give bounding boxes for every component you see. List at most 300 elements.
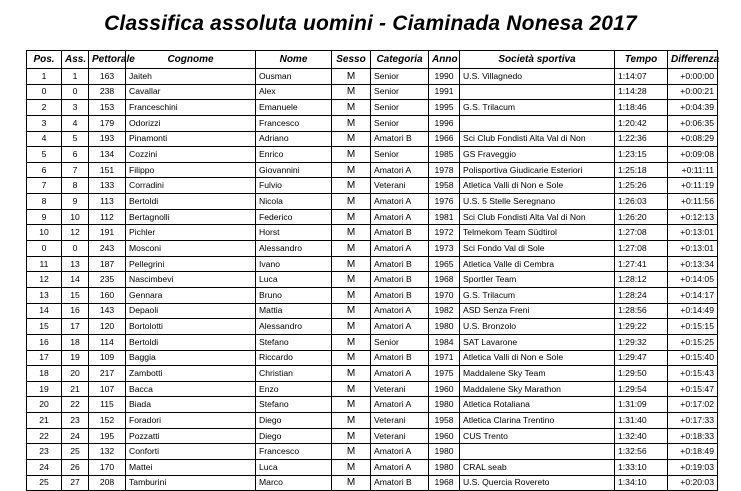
cell-tempo: 1:32:40 xyxy=(615,428,668,444)
cell-pettorale: 114 xyxy=(89,334,126,350)
cell-societa: U.S. 5 Stelle Seregnano xyxy=(460,194,615,210)
cell-differenza: +0:08:29 xyxy=(668,131,718,147)
cell-differenza: +0:12:13 xyxy=(668,209,718,225)
cell-tempo: 1:27:41 xyxy=(615,256,668,272)
page-title: Classifica assoluta uomini - Ciaminada Nonesa 2017 xyxy=(104,12,637,35)
cell-ass: 3 xyxy=(62,100,89,116)
cell-nome: Francesco xyxy=(256,444,332,460)
cell-societa: Maddalene Sky Team xyxy=(460,366,615,382)
cell-tempo: 1:14:28 xyxy=(615,84,668,100)
table-row xyxy=(27,413,718,429)
cell-nome: Federico xyxy=(256,209,332,225)
cell-anno: 1971 xyxy=(429,350,460,366)
cell-pettorale: 133 xyxy=(89,178,126,194)
cell-anno: 1980 xyxy=(429,460,460,476)
table-row xyxy=(27,69,718,85)
cell-pos: 25 xyxy=(27,475,62,491)
cell-societa: CUS Trento xyxy=(460,428,615,444)
cell-tempo: 1:23:15 xyxy=(615,147,668,163)
cell-pos: 18 xyxy=(27,366,62,382)
cell-pettorale: 120 xyxy=(89,319,126,335)
cell-tempo: 1:28:24 xyxy=(615,287,668,303)
cell-pos: 15 xyxy=(27,319,62,335)
cell-pettorale: 109 xyxy=(89,350,126,366)
cell-categoria: Amatori A xyxy=(371,241,429,257)
cell-cognome: Bertagnolli xyxy=(126,209,256,225)
cell-sesso: M xyxy=(332,115,371,131)
cell-differenza: +0:19:03 xyxy=(668,460,718,476)
cell-pos: 5 xyxy=(27,147,62,163)
cell-pos: 11 xyxy=(27,256,62,272)
cell-pettorale: 187 xyxy=(89,256,126,272)
cell-pettorale: 235 xyxy=(89,272,126,288)
cell-nome: Emanuele xyxy=(256,100,332,116)
cell-categoria: Amatori A xyxy=(371,444,429,460)
cell-cognome: Pozzatti xyxy=(126,428,256,444)
header-nome: Nome xyxy=(256,51,332,69)
results-table xyxy=(26,50,718,491)
cell-cognome: Zambotti xyxy=(126,366,256,382)
cell-categoria: Senior xyxy=(371,115,429,131)
cell-pos: 21 xyxy=(27,413,62,429)
cell-nome: Adriano xyxy=(256,131,332,147)
header-pos: Pos. xyxy=(27,51,62,69)
table-row xyxy=(27,381,718,397)
cell-sesso: M xyxy=(332,460,371,476)
cell-tempo: 1:22:36 xyxy=(615,131,668,147)
cell-categoria: Amatori A xyxy=(371,460,429,476)
cell-cognome: Cozzini xyxy=(126,147,256,163)
header-anno: Anno xyxy=(429,51,460,69)
cell-anno: 1965 xyxy=(429,256,460,272)
cell-differenza: +0:15:25 xyxy=(668,334,718,350)
cell-cognome: Tamburini xyxy=(126,475,256,491)
cell-sesso: M xyxy=(332,147,371,163)
cell-categoria: Amatori B xyxy=(371,256,429,272)
cell-categoria: Amatori A xyxy=(371,162,429,178)
cell-ass: 22 xyxy=(62,397,89,413)
table-row xyxy=(27,350,718,366)
cell-anno: 1970 xyxy=(429,287,460,303)
cell-ass: 26 xyxy=(62,460,89,476)
cell-societa: U.S. Bronzolo xyxy=(460,319,615,335)
cell-sesso: M xyxy=(332,366,371,382)
cell-differenza: +0:11:19 xyxy=(668,178,718,194)
table-row xyxy=(27,225,718,241)
cell-ass: 16 xyxy=(62,303,89,319)
cell-pettorale: 112 xyxy=(89,209,126,225)
cell-ass: 12 xyxy=(62,225,89,241)
cell-tempo: 1:31:40 xyxy=(615,413,668,429)
table-row xyxy=(27,178,718,194)
cell-differenza: +0:15:43 xyxy=(668,366,718,382)
cell-categoria: Amatori B xyxy=(371,287,429,303)
cell-nome: Alex xyxy=(256,84,332,100)
cell-pos: 6 xyxy=(27,162,62,178)
cell-societa: Atletica Rotaliana xyxy=(460,397,615,413)
cell-ass: 4 xyxy=(62,115,89,131)
cell-pos: 22 xyxy=(27,428,62,444)
cell-sesso: M xyxy=(332,256,371,272)
cell-anno: 1968 xyxy=(429,272,460,288)
cell-tempo: 1:32:56 xyxy=(615,444,668,460)
cell-ass: 25 xyxy=(62,444,89,460)
cell-differenza: +0:14:17 xyxy=(668,287,718,303)
cell-anno: 1958 xyxy=(429,413,460,429)
cell-nome: Luca xyxy=(256,460,332,476)
cell-pos: 24 xyxy=(27,460,62,476)
cell-pos: 0 xyxy=(27,84,62,100)
cell-nome: Marco xyxy=(256,475,332,491)
cell-pettorale: 217 xyxy=(89,366,126,382)
cell-pos: 14 xyxy=(27,303,62,319)
cell-differenza: +0:11:56 xyxy=(668,194,718,210)
cell-cognome: Bertoldi xyxy=(126,194,256,210)
cell-ass: 15 xyxy=(62,287,89,303)
table-row xyxy=(27,84,718,100)
cell-cognome: Biada xyxy=(126,397,256,413)
cell-anno: 1978 xyxy=(429,162,460,178)
cell-categoria: Amatori A xyxy=(371,303,429,319)
table-row xyxy=(27,475,718,491)
cell-cognome: Franceschini xyxy=(126,100,256,116)
cell-pos: 23 xyxy=(27,444,62,460)
cell-sesso: M xyxy=(332,272,371,288)
cell-differenza: +0:00:21 xyxy=(668,84,718,100)
cell-pettorale: 195 xyxy=(89,428,126,444)
cell-cognome: Gennara xyxy=(126,287,256,303)
cell-sesso: M xyxy=(332,413,371,429)
cell-nome: Diego xyxy=(256,413,332,429)
cell-nome: Fulvio xyxy=(256,178,332,194)
cell-categoria: Amatori B xyxy=(371,131,429,147)
cell-tempo: 1:33:10 xyxy=(615,460,668,476)
cell-categoria: Veterani xyxy=(371,413,429,429)
cell-nome: Enzo xyxy=(256,381,332,397)
cell-differenza: +0:17:02 xyxy=(668,397,718,413)
cell-sesso: M xyxy=(332,209,371,225)
cell-nome: Horst xyxy=(256,225,332,241)
cell-cognome: Pinamonti xyxy=(126,131,256,147)
cell-societa: Telmekom Team Südtirol xyxy=(460,225,615,241)
cell-ass: 9 xyxy=(62,194,89,210)
cell-nome: Riccardo xyxy=(256,350,332,366)
cell-ass: 0 xyxy=(62,84,89,100)
cell-categoria: Veterani xyxy=(371,178,429,194)
cell-anno: 1985 xyxy=(429,147,460,163)
cell-tempo: 1:20:42 xyxy=(615,115,668,131)
cell-societa: CRAL seab xyxy=(460,460,615,476)
cell-societa: U.S. Villagnedo xyxy=(460,69,615,85)
cell-nome: Ousman xyxy=(256,69,332,85)
cell-cognome: Odorizzi xyxy=(126,115,256,131)
cell-cognome: Filippo xyxy=(126,162,256,178)
cell-sesso: M xyxy=(332,162,371,178)
cell-cognome: Depaoli xyxy=(126,303,256,319)
header-societa: Società sportiva xyxy=(460,51,615,69)
cell-sesso: M xyxy=(332,100,371,116)
cell-differenza: +0:14:49 xyxy=(668,303,718,319)
cell-sesso: M xyxy=(332,350,371,366)
cell-anno: 1968 xyxy=(429,475,460,491)
cell-tempo: 1:18:46 xyxy=(615,100,668,116)
cell-sesso: M xyxy=(332,84,371,100)
cell-societa xyxy=(460,84,615,100)
cell-anno: 1976 xyxy=(429,194,460,210)
cell-sesso: M xyxy=(332,287,371,303)
cell-cognome: Cavallar xyxy=(126,84,256,100)
cell-tempo: 1:27:08 xyxy=(615,241,668,257)
table-row xyxy=(27,131,718,147)
cell-differenza: +0:18:33 xyxy=(668,428,718,444)
cell-cognome: Bacca xyxy=(126,381,256,397)
cell-pettorale: 151 xyxy=(89,162,126,178)
cell-societa: Atletica Valle di Cembra xyxy=(460,256,615,272)
cell-categoria: Amatori A xyxy=(371,194,429,210)
cell-pettorale: 113 xyxy=(89,194,126,210)
cell-categoria: Veterani xyxy=(371,381,429,397)
cell-cognome: Bertoldi xyxy=(126,334,256,350)
cell-differenza: +0:17:33 xyxy=(668,413,718,429)
cell-ass: 10 xyxy=(62,209,89,225)
cell-anno: 1990 xyxy=(429,69,460,85)
cell-ass: 20 xyxy=(62,366,89,382)
cell-pos: 9 xyxy=(27,209,62,225)
table-row xyxy=(27,428,718,444)
cell-categoria: Amatori B xyxy=(371,225,429,241)
cell-nome: Christian xyxy=(256,366,332,382)
table-row xyxy=(27,256,718,272)
cell-anno: 1958 xyxy=(429,178,460,194)
cell-sesso: M xyxy=(332,397,371,413)
cell-differenza: +0:13:34 xyxy=(668,256,718,272)
cell-pos: 19 xyxy=(27,381,62,397)
cell-societa: Maddalene Sky Marathon xyxy=(460,381,615,397)
header-differenza: Differenza xyxy=(668,51,718,69)
cell-sesso: M xyxy=(332,241,371,257)
cell-anno: 1972 xyxy=(429,225,460,241)
cell-cognome: Baggia xyxy=(126,350,256,366)
cell-sesso: M xyxy=(332,131,371,147)
cell-anno: 1975 xyxy=(429,366,460,382)
table-row xyxy=(27,272,718,288)
cell-nome: Giovannini xyxy=(256,162,332,178)
header-tempo: Tempo xyxy=(615,51,668,69)
cell-nome: Stefano xyxy=(256,334,332,350)
cell-categoria: Amatori B xyxy=(371,475,429,491)
cell-categoria: Amatori B xyxy=(371,272,429,288)
cell-societa: GS Fraveggio xyxy=(460,147,615,163)
cell-societa: U.S. Quercia Rovereto xyxy=(460,475,615,491)
cell-pettorale: 163 xyxy=(89,69,126,85)
cell-societa: G.S. Trilacum xyxy=(460,287,615,303)
cell-ass: 7 xyxy=(62,162,89,178)
cell-differenza: +0:00:00 xyxy=(668,69,718,85)
table-row xyxy=(27,334,718,350)
cell-pos: 10 xyxy=(27,225,62,241)
cell-tempo: 1:28:56 xyxy=(615,303,668,319)
table-row xyxy=(27,147,718,163)
cell-tempo: 1:14:07 xyxy=(615,69,668,85)
cell-differenza: +0:15:40 xyxy=(668,350,718,366)
cell-pettorale: 170 xyxy=(89,460,126,476)
header-row xyxy=(27,51,718,69)
cell-tempo: 1:27:08 xyxy=(615,225,668,241)
cell-anno: 1973 xyxy=(429,241,460,257)
cell-tempo: 1:34:10 xyxy=(615,475,668,491)
cell-differenza: +0:15:15 xyxy=(668,319,718,335)
cell-ass: 19 xyxy=(62,350,89,366)
cell-anno: 1991 xyxy=(429,84,460,100)
cell-categoria: Amatori A xyxy=(371,366,429,382)
cell-cognome: Mosconi xyxy=(126,241,256,257)
cell-pos: 16 xyxy=(27,334,62,350)
cell-nome: Luca xyxy=(256,272,332,288)
cell-societa: Atletica Valli di Non e Sole xyxy=(460,178,615,194)
cell-societa: Atletica Valli di Non e Sole xyxy=(460,350,615,366)
cell-anno: 1980 xyxy=(429,397,460,413)
table-row xyxy=(27,162,718,178)
cell-sesso: M xyxy=(332,69,371,85)
cell-societa: Polisportiva Giudicarie Esteriori xyxy=(460,162,615,178)
cell-nome: Alessandro xyxy=(256,241,332,257)
cell-sesso: M xyxy=(332,444,371,460)
cell-sesso: M xyxy=(332,334,371,350)
cell-categoria: Amatori A xyxy=(371,319,429,335)
table-row xyxy=(27,287,718,303)
cell-differenza: +0:06:35 xyxy=(668,115,718,131)
cell-ass: 24 xyxy=(62,428,89,444)
cell-differenza: +0:15:47 xyxy=(668,381,718,397)
cell-differenza: +0:14:05 xyxy=(668,272,718,288)
cell-anno: 1960 xyxy=(429,381,460,397)
cell-pettorale: 132 xyxy=(89,444,126,460)
cell-societa: Sci Fondo Val di Sole xyxy=(460,241,615,257)
cell-societa: Sci Club Fondisti Alta Val di Non xyxy=(460,131,615,147)
cell-pettorale: 193 xyxy=(89,131,126,147)
cell-sesso: M xyxy=(332,178,371,194)
cell-pettorale: 243 xyxy=(89,241,126,257)
cell-nome: Francesco xyxy=(256,115,332,131)
results-body xyxy=(27,69,718,491)
cell-pettorale: 153 xyxy=(89,100,126,116)
cell-differenza: +0:04:39 xyxy=(668,100,718,116)
table-row xyxy=(27,444,718,460)
cell-tempo: 1:26:20 xyxy=(615,209,668,225)
cell-ass: 18 xyxy=(62,334,89,350)
cell-pos: 0 xyxy=(27,241,62,257)
table-row xyxy=(27,366,718,382)
cell-nome: Diego xyxy=(256,428,332,444)
header-categoria: Categoria xyxy=(371,51,429,69)
cell-anno: 1981 xyxy=(429,209,460,225)
cell-pettorale: 191 xyxy=(89,225,126,241)
cell-differenza: +0:20:03 xyxy=(668,475,718,491)
cell-differenza: +0:11:11 xyxy=(668,162,718,178)
cell-cognome: Jaiteh xyxy=(126,69,256,85)
cell-categoria: Senior xyxy=(371,334,429,350)
cell-categoria: Amatori A xyxy=(371,397,429,413)
cell-ass: 1 xyxy=(62,69,89,85)
cell-cognome: Pichler xyxy=(126,225,256,241)
cell-anno: 1982 xyxy=(429,303,460,319)
cell-differenza: +0:09:08 xyxy=(668,147,718,163)
cell-cognome: Corradini xyxy=(126,178,256,194)
cell-sesso: M xyxy=(332,381,371,397)
cell-tempo: 1:29:50 xyxy=(615,366,668,382)
cell-societa: Sportler Team xyxy=(460,272,615,288)
cell-ass: 0 xyxy=(62,241,89,257)
cell-tempo: 1:28:12 xyxy=(615,272,668,288)
cell-ass: 8 xyxy=(62,178,89,194)
table-row xyxy=(27,303,718,319)
cell-pos: 12 xyxy=(27,272,62,288)
cell-pos: 3 xyxy=(27,115,62,131)
cell-sesso: M xyxy=(332,194,371,210)
header-ass: Ass. xyxy=(62,51,89,69)
cell-ass: 13 xyxy=(62,256,89,272)
cell-pettorale: 107 xyxy=(89,381,126,397)
cell-societa xyxy=(460,444,615,460)
cell-sesso: M xyxy=(332,475,371,491)
cell-tempo: 1:25:26 xyxy=(615,178,668,194)
cell-anno: 1966 xyxy=(429,131,460,147)
table-row xyxy=(27,460,718,476)
header-cognome: Cognome xyxy=(126,51,256,69)
cell-ass: 21 xyxy=(62,381,89,397)
cell-tempo: 1:29:47 xyxy=(615,350,668,366)
cell-anno: 1960 xyxy=(429,428,460,444)
cell-pos: 4 xyxy=(27,131,62,147)
table-row xyxy=(27,194,718,210)
cell-societa: ASD Senza Freni xyxy=(460,303,615,319)
header-pettorale: Pettorale xyxy=(89,51,126,69)
cell-ass: 5 xyxy=(62,131,89,147)
cell-societa: SAT Lavarone xyxy=(460,334,615,350)
cell-sesso: M xyxy=(332,428,371,444)
cell-nome: Alessandro xyxy=(256,319,332,335)
cell-anno: 1996 xyxy=(429,115,460,131)
cell-pettorale: 238 xyxy=(89,84,126,100)
cell-pettorale: 143 xyxy=(89,303,126,319)
cell-pos: 13 xyxy=(27,287,62,303)
cell-categoria: Senior xyxy=(371,147,429,163)
cell-pettorale: 115 xyxy=(89,397,126,413)
cell-pos: 20 xyxy=(27,397,62,413)
cell-nome: Ivano xyxy=(256,256,332,272)
cell-anno: 1984 xyxy=(429,334,460,350)
cell-ass: 23 xyxy=(62,413,89,429)
cell-categoria: Senior xyxy=(371,100,429,116)
cell-societa: Sci Club Fondisti Alta Val di Non xyxy=(460,209,615,225)
table-row xyxy=(27,319,718,335)
cell-societa xyxy=(460,115,615,131)
cell-pettorale: 179 xyxy=(89,115,126,131)
table-row xyxy=(27,209,718,225)
cell-differenza: +0:18:49 xyxy=(668,444,718,460)
cell-ass: 6 xyxy=(62,147,89,163)
cell-categoria: Amatori A xyxy=(371,209,429,225)
cell-nome: Nicola xyxy=(256,194,332,210)
cell-tempo: 1:29:22 xyxy=(615,319,668,335)
cell-categoria: Senior xyxy=(371,84,429,100)
table-row xyxy=(27,241,718,257)
table-row xyxy=(27,115,718,131)
cell-cognome: Nascimbevi xyxy=(126,272,256,288)
cell-cognome: Foradori xyxy=(126,413,256,429)
cell-sesso: M xyxy=(332,303,371,319)
cell-sesso: M xyxy=(332,225,371,241)
